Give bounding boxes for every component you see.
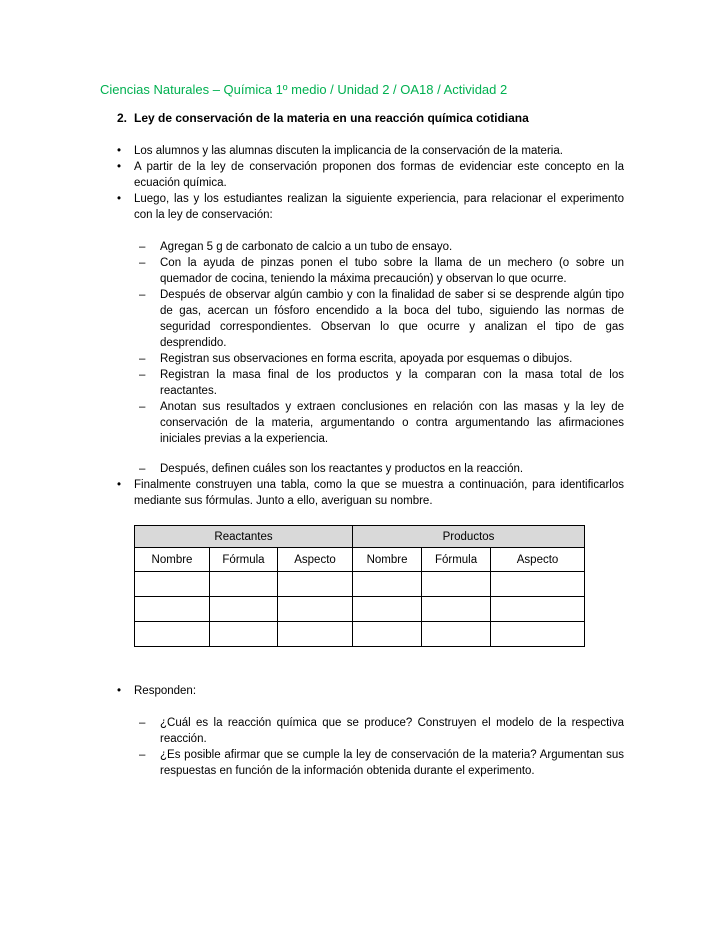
column-header: Fórmula [422,548,491,572]
table-empty-cell [353,622,422,647]
table-empty-cell [135,622,210,647]
table-empty-cell [210,597,278,622]
activity-heading [117,111,624,126]
bullet-marker: • [117,161,122,173]
group-header-reactantes: Reactantes [135,526,353,548]
table-empty-cell [422,572,491,597]
dash-marker: – [139,401,146,413]
step-text: Después de observar algún cambio y con la finalidad de saber si se desprende algún tipo de gas, acercan un fósforo encendido a la boca del tubo, siguiendo las normas de seguridad correspondientes. Observan lo que ocurre y analizan el tipo de gas desprendido. [160,289,624,349]
dash-marker: – [139,717,146,729]
table-column-header-row [135,548,585,572]
table-empty-cell [491,622,585,647]
column-header: Nombre [353,548,422,572]
column-header: Aspecto [491,548,585,572]
dash-marker: – [139,241,146,253]
dash-marker: – [139,369,146,381]
table-empty-cell [278,572,353,597]
column-header: Nombre [135,548,210,572]
table-group-header-row [135,526,585,548]
step-item [139,351,624,367]
bullet-item [117,143,624,159]
table-empty-cell [278,622,353,647]
question-text: ¿Cuál es la reacción química que se produce? Construyen el modelo de la respectiva reacción. [160,717,624,745]
dash-marker: – [139,289,146,301]
dash-marker: – [139,353,146,365]
step-text: Con la ayuda de pinzas ponen el tubo sobre la llama de un mechero (o sobre un quemador de cocina, teniendo la máxima precaución) y observan lo que ocurre. [160,257,624,285]
table-empty-cell [135,597,210,622]
table-empty-cell [135,572,210,597]
bullet-marker: • [117,193,122,205]
dash-marker: – [139,463,146,475]
step-text: Registran sus observaciones en forma escrita, apoyada por esquemas o dibujos. [160,353,573,365]
dash-marker: – [139,257,146,269]
table-empty-row [135,597,585,622]
reactants-products-table [134,525,585,647]
table-empty-cell [210,622,278,647]
bullet-item [117,191,624,223]
bullet-marker: • [117,479,122,491]
table-empty-cell [422,622,491,647]
step-item [139,239,624,255]
step-text: Registran la masa final de los productos y la comparan con la masa total de los reactantes. [160,369,624,397]
question-item [139,747,624,779]
table-empty-cell [491,597,585,622]
bullet-text: Responden: [134,685,197,697]
step-item [139,255,624,287]
table-empty-row [135,572,585,597]
table-empty-cell [278,597,353,622]
question-text: ¿Es posible afirmar que se cumple la ley de conservación de la materia? Argumentan sus respuestas en función de la información obtenida durante el experimento. [160,749,624,777]
table-empty-cell [353,597,422,622]
bullet-item [117,159,624,191]
step-item-final [139,461,624,477]
dash-marker: – [139,749,146,761]
step-text: Anotan sus resultados y extraen conclusiones en relación con las masas y la ley de conservación de la materia, argumentando o contra argumentando las afirmaciones iniciales previas a la experiencia. [160,401,624,445]
course-breadcrumb: Ciencias Naturales – Química 1º medio / Unidad 2 / OA18 / Actividad 2 [100,82,508,97]
activity-heading-title: Ley de conservación de la materia en una reacción química cotidiana [134,111,529,125]
table-empty-cell [353,572,422,597]
step-text: Después, definen cuáles son los reactantes y productos en la reacción. [160,463,524,475]
bullet-text: A partir de la ley de conservación proponen dos formas de evidenciar este concepto en la ecuación química. [134,161,624,189]
bullet-marker: • [117,685,122,697]
bullet-item-table [117,477,624,509]
step-item [139,287,624,351]
table-empty-cell [210,572,278,597]
table-empty-row [135,622,585,647]
step-item [139,367,624,399]
table-empty-cell [422,597,491,622]
bullet-item-respond [117,683,624,699]
column-header: Fórmula [210,548,278,572]
question-item [139,715,624,747]
activity-heading-number: 2. [117,111,128,125]
bullet-text: Luego, las y los estudiantes realizan la siguiente experiencia, para relacionar el experimento con la ley de conservación: [134,193,624,221]
bullet-marker: • [117,145,122,157]
step-item [139,399,624,447]
group-header-productos: Productos [353,526,585,548]
bullet-text: Finalmente construyen una tabla, como la que se muestra a continuación, para identificarlos mediante sus fórmulas. Junto a ello, averiguan su nombre. [134,479,624,507]
column-header: Aspecto [278,548,353,572]
table-empty-cell [491,572,585,597]
step-text: Agregan 5 g de carbonato de calcio a un tubo de ensayo. [160,241,453,253]
bullet-text: Los alumnos y las alumnas discuten la implicancia de la conservación de la materia. [134,145,563,157]
